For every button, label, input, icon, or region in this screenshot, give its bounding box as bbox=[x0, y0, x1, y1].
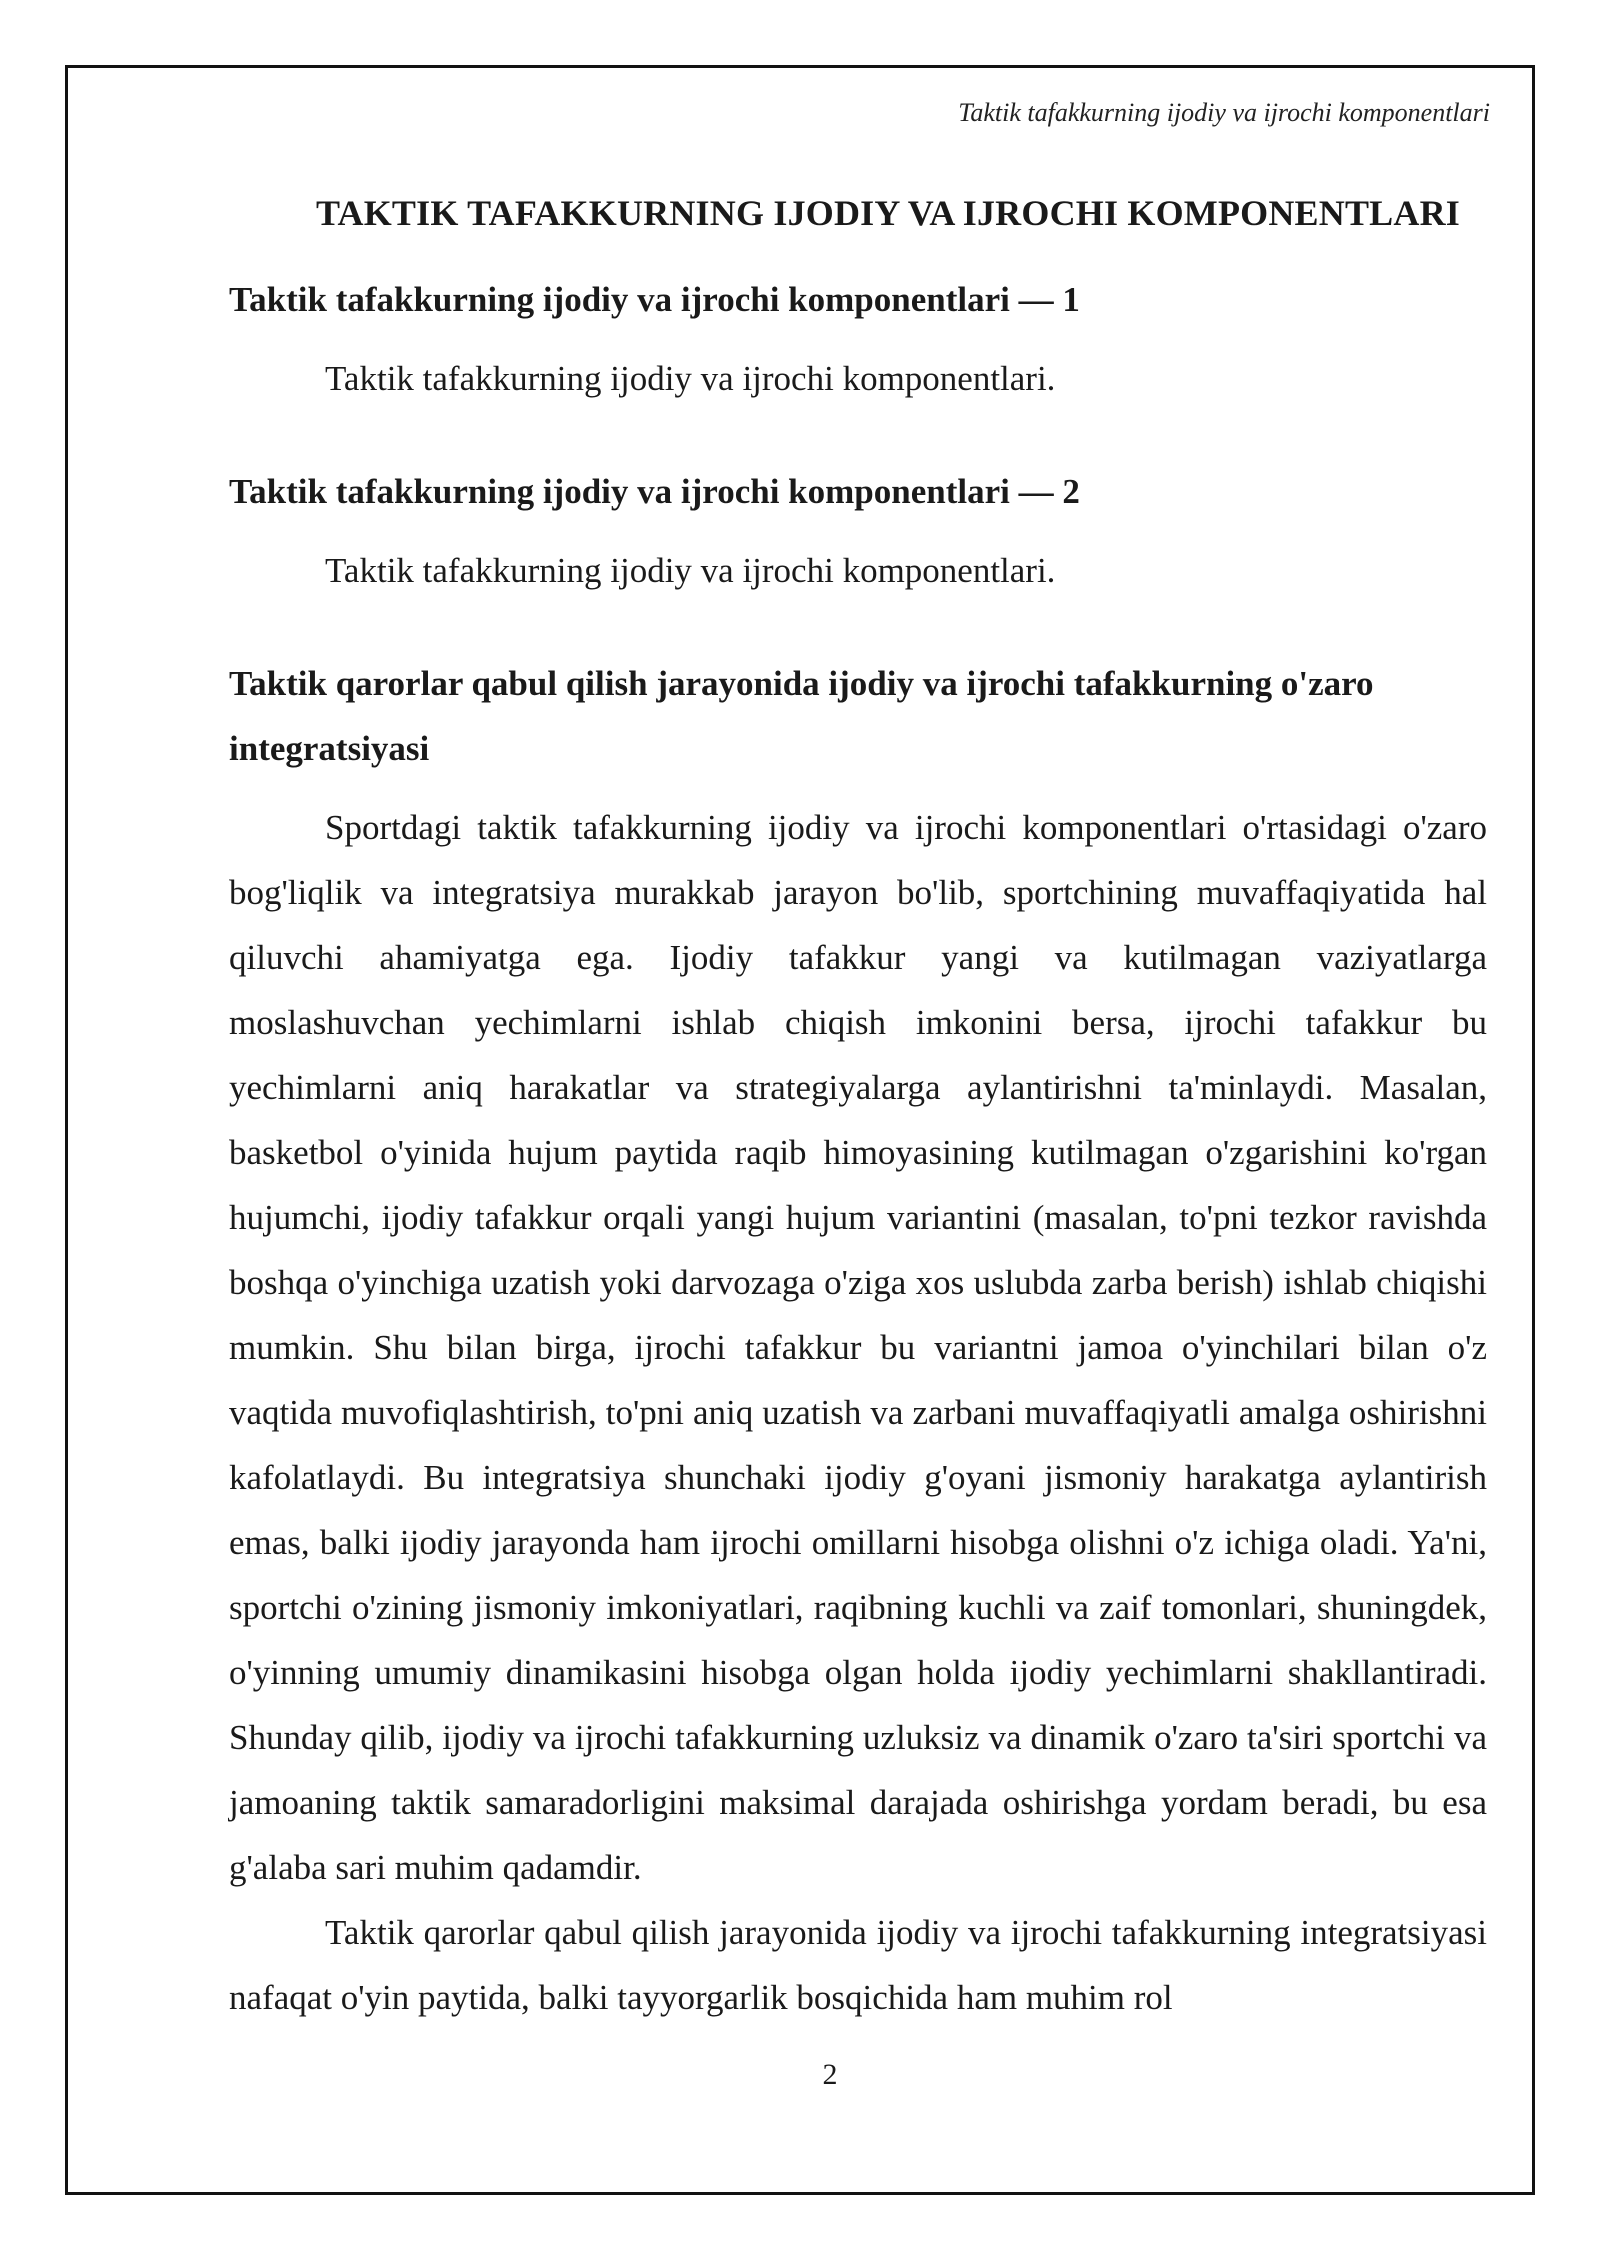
running-header: Taktik tafakkurning ijodiy va ijrochi komponentlari bbox=[958, 98, 1490, 127]
section-heading: Taktik tafakkurning ijodiy va ijrochi komponentlari — 1 bbox=[229, 280, 1080, 319]
section-heading: Taktik qarorlar qabul qilish jarayonida ijodiy va ijrochi tafakkurning o'zaro integratsiyasi bbox=[229, 664, 1374, 768]
document-body bbox=[229, 185, 1487, 2030]
section-3 bbox=[229, 651, 1487, 2030]
page-number: 2 bbox=[822, 2058, 838, 2091]
section-heading: Taktik tafakkurning ijodiy va ijrochi komponentlari — 2 bbox=[229, 472, 1080, 511]
paragraph: Sportdagi taktik tafakkurning ijodiy va ijrochi komponentlari o'rtasidagi o'zaro bog'liqlik va integratsiya murakkab jarayon bo'lib, sportchining muvaffaqiyatida hal qiluvchi ahamiyatga ega. Ijodiy tafakkur yangi va kutilmagan vaziyatlarga moslashuvchan yechimlarni ishlab chiqish imkonini bersa, ijrochi tafakkur bu yechimlarni aniq harakatlar va strategiyalarga aylantirishni ta'minlaydi. Masalan, basketbol o'yinida hujum paytida raqib himoyasining kutilmagan o'zgarishini ko'rgan hujumchi, ijodiy tafakkur orqali yangi hujum variantini (masalan, to'pni tezkor ravishda boshqa o'yinchiga uzatish yoki darvozaga o'ziga xos uslubda zarba berish) ishlab chiqishi mumkin. Shu bilan birga, ijrochi tafakkur bu variantni jamoa o'yinchilari bilan o'z vaqtida muvofiqlashtirish, to'pni aniq uzatish va zarbani muvaffaqiyatli amalga oshirishni kafolatlaydi. Bu integratsiya shunchaki ijodiy g'oyani jismoniy harakatga aylantirish emas, balki ijodiy jarayonda ham ijrochi omillarni hisobga olishni o'z ichiga oladi. Ya'ni, sportchi o'zining jismoniy imkoniyatlari, raqibning kuchli va zaif tomonlari, shuningdek, o'yinning umumiy dinamikasini hisobga olgan holda ijodiy yechimlarni shakllantiradi. Shunday qilib, ijodiy va ijrochi tafakkurning uzluksiz va dinamik o'zaro ta'siri sportchi va jamoaning taktik samaradorligini maksimal darajada oshirishga yordam beradi, bu esa g'alaba sari muhim qadamdir. bbox=[229, 808, 1487, 1887]
paragraph: Taktik qarorlar qabul qilish jarayonida ijodiy va ijrochi tafakkurning integratsiyasi nafaqat o'yin paytida, balki tayyorgarlik bosqichida ham muhim rol bbox=[229, 1913, 1487, 2017]
paragraph: Taktik tafakkurning ijodiy va ijrochi komponentlari. bbox=[325, 359, 1056, 398]
document-title: TAKTIK TAFAKKURNING IJODIY VA IJROCHI KOMPONENTLARI bbox=[315, 193, 1460, 233]
paragraph: Taktik tafakkurning ijodiy va ijrochi komponentlari. bbox=[325, 551, 1056, 590]
section-1 bbox=[229, 267, 1487, 411]
section-2 bbox=[229, 459, 1487, 603]
